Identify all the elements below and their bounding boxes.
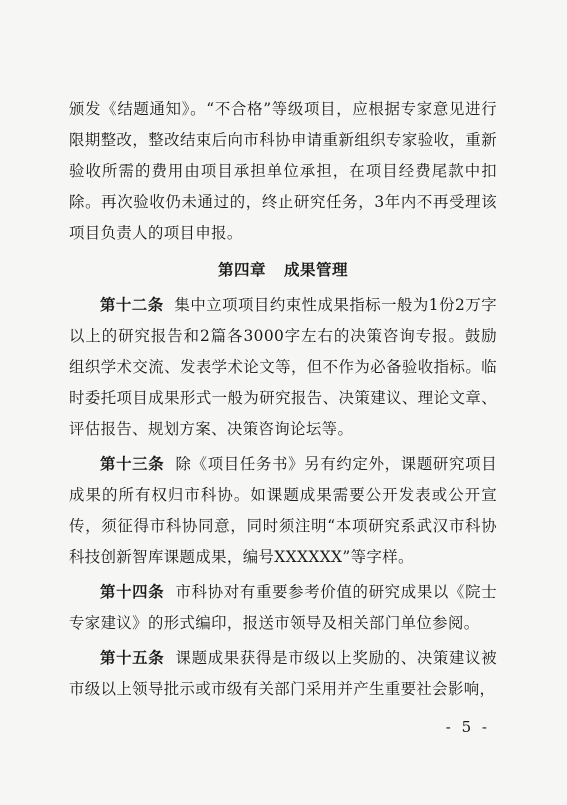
page-number: - 5 - (445, 718, 490, 736)
article-14 (69, 577, 497, 639)
chapter-title: 成果管理 (284, 261, 349, 279)
paragraph-continuation: 颁发《结题通知》。“不合格”等级项目，应根据专家意见进行限期整改，整改结束后向市科协申请重新组织专家验收，重新验收所需的费用由项目承担单位承担，在项目经费尾款中扣除。再次验收仍未通过的，终止研究任务，3年内不再受理该项目负责人的项目申报。 (69, 100, 497, 242)
article-label: 第十四条 (100, 583, 165, 601)
article-text: 课题成果获得是市级以上奖励的、决策建议被市级以上领导批示或市级有关部门采用并产生重要社会影响， (69, 649, 497, 698)
article-12 (69, 290, 497, 445)
article-15 (69, 643, 497, 705)
article-text: 除《项目任务书》另有约定外，课题研究项目成果的所有权归市科协。如课题成果需要公开发表或公开宣传，须征得市科协同意，同时须注明“本项研究系武汉市科协科技创新智库课题成果，编号XXXXXX”等字样。 (69, 455, 497, 566)
article-text: 集中立项项目约束性成果指标一般为1份2万字以上的研究报告和2篇各3000字左右的决策咨询专报。鼓励组织学术交流、发表学术论文等，但不作为必备验收指标。临时委托项目成果形式一般为研究报告、决策建议、理论文章、评估报告、规划方案、决策咨询论坛等。 (69, 296, 498, 438)
article-13 (69, 449, 497, 573)
chapter-number: 第四章 (217, 261, 266, 279)
article-text: 市科协对有重要参考价值的研究成果以《院士专家建议》的形式编印，报送市领导及相关部门单位参阅。 (69, 583, 497, 632)
article-label: 第十二条 (100, 296, 164, 314)
document-body (69, 94, 497, 705)
chapter-heading (69, 255, 497, 286)
article-label: 第十五条 (100, 649, 165, 667)
article-label: 第十三条 (100, 455, 165, 473)
